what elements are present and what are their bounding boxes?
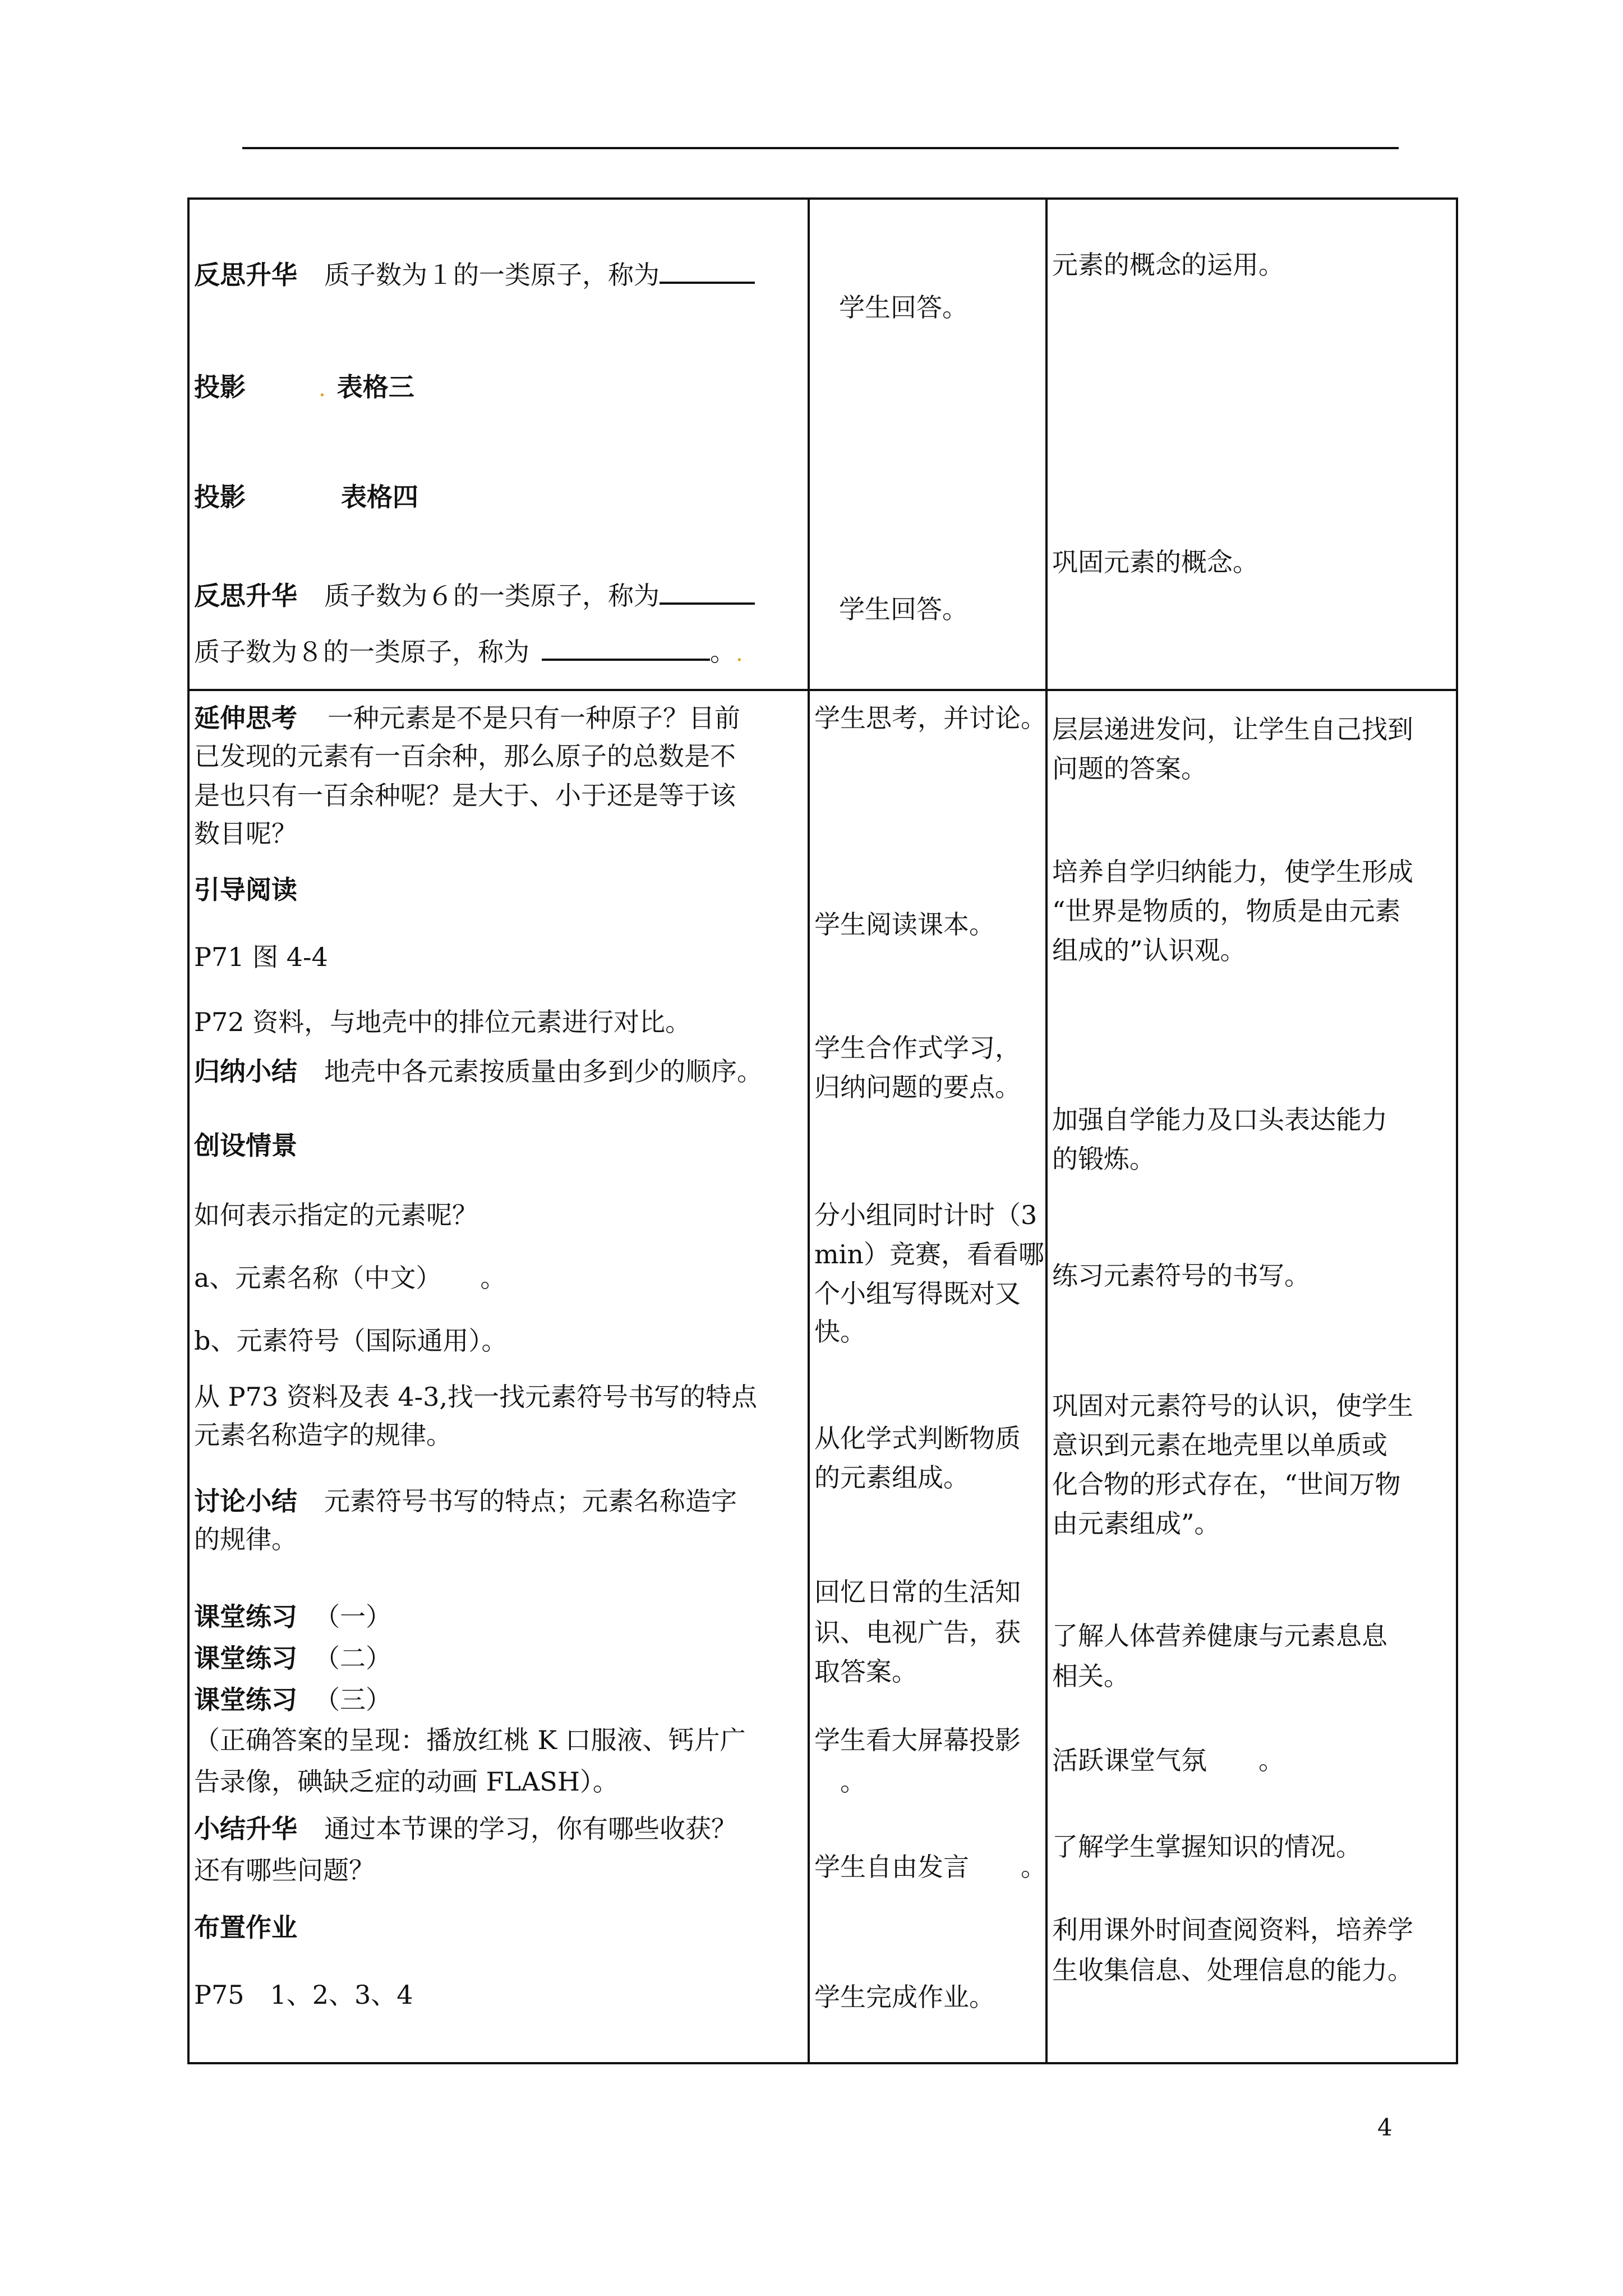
text-line: 元素名称造字的规律。 bbox=[194, 1420, 452, 1450]
text-line: 从 P73 资料及表 4-3,找一找元素符号书写的特点 bbox=[194, 1382, 758, 1412]
text-line: 意识到元素在地壳里以单质或 bbox=[1052, 1430, 1387, 1460]
text-line: 学生回答。 bbox=[839, 292, 968, 323]
text-line: 识、电视广告，获 bbox=[814, 1617, 1021, 1648]
teacher-activity-cell bbox=[188, 199, 809, 690]
text-line: 还有哪些问题？ bbox=[194, 1855, 375, 1885]
text-line: 练习元素符号的书写。 bbox=[1052, 1260, 1310, 1291]
text-line: 课堂练习 （三） bbox=[194, 1685, 391, 1715]
text-line: 加强自学能力及口头表达能力 bbox=[1052, 1105, 1387, 1135]
text-line: 层层递进发问，让学生自己找到 bbox=[1052, 714, 1413, 744]
text-line: 的规律。 bbox=[194, 1524, 297, 1554]
text-line: 告录像，碘缺乏症的动画 FLASH）。 bbox=[194, 1766, 619, 1797]
text-line: 投影 表格四 bbox=[194, 482, 418, 512]
text-line: 投影 . 表格三 bbox=[194, 372, 414, 402]
text-line: 问题的答案。 bbox=[1052, 753, 1207, 784]
text-line: （正确答案的呈现：播放红桃 K 口服液、钙片广 bbox=[194, 1725, 746, 1755]
text-line: “世界是物质的，物质是由元素 bbox=[1052, 896, 1401, 926]
text-line: P71 图 4-4 bbox=[194, 942, 328, 972]
teacher-activity-cell bbox=[188, 690, 809, 2063]
text-line: 学生回答。 bbox=[839, 594, 968, 624]
text-line: 讨论小结 元素符号书写的特点；元素名称造字 bbox=[194, 1486, 737, 1516]
text-line: 学生思考，并讨论。 bbox=[814, 703, 1046, 733]
text-line: 创设情景 bbox=[194, 1130, 297, 1161]
text-line: 引导阅读 bbox=[194, 875, 297, 905]
text-line: 质子数为８的一类原子，称为 。. bbox=[194, 633, 743, 670]
text-line: 生收集信息、处理信息的能力。 bbox=[1052, 1955, 1413, 1985]
text-line: 数目呢？ bbox=[194, 818, 297, 849]
text-line: 归纳小结 地壳中各元素按质量由多到少的顺序。 bbox=[194, 1056, 763, 1087]
text-line: 学生阅读课本。 bbox=[814, 909, 995, 940]
text-line: 学生看大屏幕投影 bbox=[814, 1725, 1021, 1755]
design-intent-cell bbox=[1046, 690, 1457, 2063]
text-line: 培养自学归纳能力，使学生形成 bbox=[1052, 857, 1413, 887]
text-line: 课堂练习 （二） bbox=[194, 1643, 391, 1673]
text-line: P75 1、2、3、4 bbox=[194, 1980, 413, 2010]
header-rule bbox=[242, 147, 1399, 149]
text-line: 的锻炼。 bbox=[1052, 1144, 1155, 1174]
text-line: 了解人体营养健康与元素息息 bbox=[1052, 1621, 1387, 1651]
text-line: 了解学生掌握知识的情况。 bbox=[1052, 1832, 1362, 1862]
text-line: 快。 bbox=[814, 1317, 866, 1347]
text-line: 如何表示指定的元素呢？ bbox=[194, 1200, 478, 1230]
page-number: 4 bbox=[1377, 2114, 1393, 2141]
text-line: 巩固对元素符号的认识，使学生 bbox=[1052, 1391, 1413, 1421]
text-line: 反思升华 质子数为１的一类原子，称为 bbox=[194, 256, 755, 292]
student-activity-cell bbox=[809, 690, 1046, 2063]
design-intent-cell bbox=[1046, 199, 1457, 690]
text-line: P72 资料，与地壳中的排位元素进行对比。 bbox=[194, 1007, 691, 1037]
text-line: 从化学式判断物质 bbox=[814, 1423, 1021, 1453]
text-line: 学生合作式学习， bbox=[814, 1033, 1021, 1063]
text-line: 相关。 bbox=[1052, 1661, 1129, 1691]
text-line: 化合物的形式存在，“世间万物 bbox=[1052, 1469, 1401, 1499]
text-line: 已发现的元素有一百余种，那么原子的总数是不 bbox=[194, 741, 736, 771]
text-line: a、元素名称（中文） 。 bbox=[194, 1263, 506, 1293]
text-line: 学生自由发言 。 bbox=[814, 1852, 1046, 1882]
text-line: 回忆日常的生活知 bbox=[814, 1577, 1021, 1607]
lesson-plan-table bbox=[187, 197, 1458, 2064]
text-line: 延伸思考 一种元素是不是只有一种原子？目前 bbox=[194, 703, 740, 733]
text-line: 个小组写得既对又 bbox=[814, 1278, 1021, 1309]
text-line: 反思升华 质子数为６的一类原子，称为 bbox=[194, 577, 755, 613]
text-line: 归纳问题的要点。 bbox=[814, 1072, 1021, 1102]
text-line: 利用课外时间查阅资料，培养学 bbox=[1052, 1915, 1413, 1945]
text-line: 。 bbox=[814, 1766, 866, 1797]
table-row bbox=[188, 690, 1457, 2063]
text-line: 巩固元素的概念。 bbox=[1052, 547, 1258, 577]
table-row bbox=[188, 199, 1457, 690]
text-line: 取答案。 bbox=[814, 1657, 917, 1687]
text-line: 元素的概念的运用。 bbox=[1052, 250, 1284, 280]
text-line: 小结升华 通过本节课的学习，你有哪些收获？ bbox=[194, 1814, 737, 1844]
text-line: min）竞赛，看看哪 bbox=[814, 1239, 1044, 1269]
text-line: 布置作业 bbox=[194, 1912, 297, 1943]
text-line: 的元素组成。 bbox=[814, 1462, 969, 1493]
text-line: 分小组同时计时（3 bbox=[814, 1200, 1038, 1230]
text-line: 是也只有一百余种呢？是大于、小于还是等于该 bbox=[194, 780, 736, 811]
student-activity-cell bbox=[809, 199, 1046, 690]
text-line: b、元素符号（国际通用）。 bbox=[194, 1326, 508, 1356]
text-line: 课堂练习 （一） bbox=[194, 1602, 391, 1632]
text-line: 由元素组成”。 bbox=[1052, 1508, 1220, 1539]
text-line: 学生完成作业。 bbox=[814, 1982, 995, 2012]
text-line: 活跃课堂气氛 。 bbox=[1052, 1745, 1284, 1775]
text-line: 组成的”认识观。 bbox=[1052, 935, 1246, 965]
